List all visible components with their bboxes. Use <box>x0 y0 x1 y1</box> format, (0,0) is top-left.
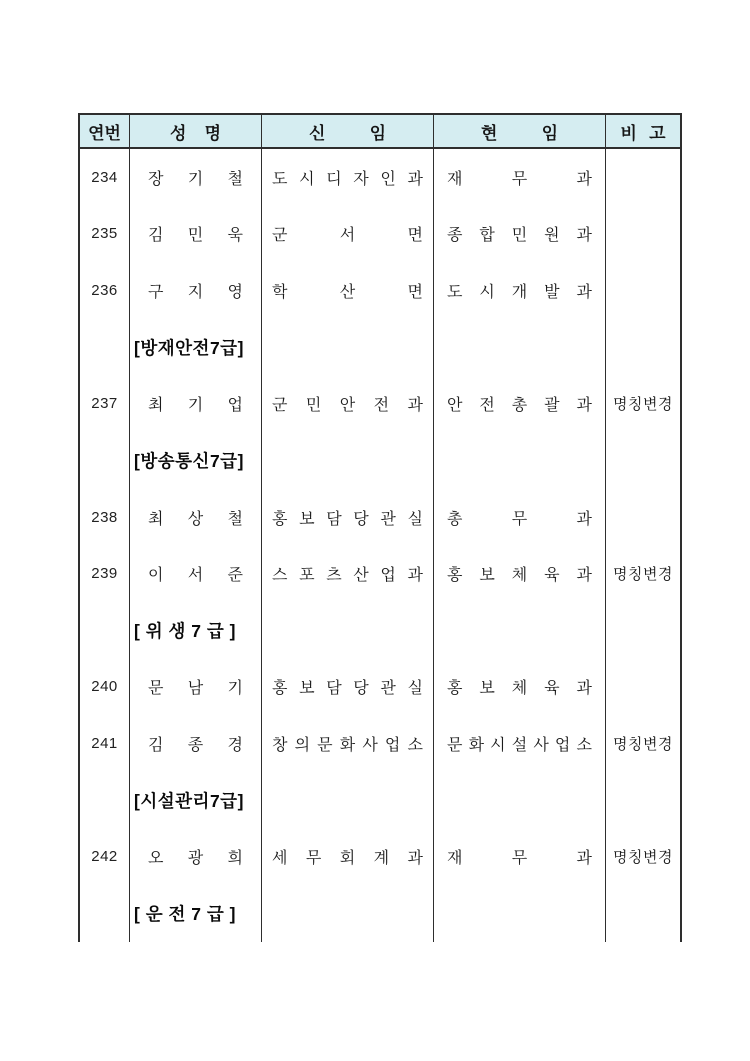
cell-name: 김 민 욱 <box>130 206 262 263</box>
cell-current-department: 홍 보 체 육 과 <box>434 545 606 602</box>
cell-serial-number: 237 <box>80 376 130 433</box>
cell-serial-number: 236 <box>80 262 130 319</box>
cell-note <box>606 206 680 263</box>
section-row <box>80 772 680 829</box>
section-title: [방재안전7급] <box>130 319 262 376</box>
cell-current-department: 안 전 총 괄 과 <box>434 376 606 433</box>
cell-current-department: 재 무 과 <box>434 829 606 886</box>
section-row <box>80 885 680 942</box>
cell-new-department: 창 의 문 화 사 업 소 <box>262 715 434 772</box>
table-row <box>80 489 680 546</box>
table-row <box>80 206 680 263</box>
table-row <box>80 262 680 319</box>
cell-current-department <box>434 319 606 376</box>
header-cell-serial-number: 연번 <box>80 115 130 147</box>
cell-new-department: 홍 보 담 당 관 실 <box>262 489 434 546</box>
cell-note: 명칭변경 <box>613 850 673 867</box>
cell-serial-number: 239 <box>80 545 130 602</box>
cell-serial-number: 234 <box>80 149 130 206</box>
cell-new-department: 도 시 디 자 인 과 <box>262 149 434 206</box>
cell-new-department: 군 민 안 전 과 <box>262 376 434 433</box>
header-cell-current-post: 현 임 <box>434 115 606 147</box>
cell-new-department: 홍 보 담 당 관 실 <box>262 659 434 716</box>
cell-current-department: 홍 보 체 육 과 <box>434 659 606 716</box>
personnel-table <box>78 113 682 942</box>
cell-name: 김 종 경 <box>130 715 262 772</box>
table-row <box>80 715 680 772</box>
cell-note: 명칭변경 <box>613 567 673 584</box>
cell-serial-number: 240 <box>80 659 130 716</box>
cell-current-department <box>434 885 606 942</box>
cell-serial-number <box>80 319 130 376</box>
table-row <box>80 545 680 602</box>
cell-note <box>606 262 680 319</box>
cell-serial-number: 238 <box>80 489 130 546</box>
cell-new-department <box>262 772 434 829</box>
cell-serial-number <box>80 432 130 489</box>
cell-note <box>606 149 680 206</box>
cell-serial-number <box>80 772 130 829</box>
cell-serial-number: 241 <box>80 715 130 772</box>
cell-current-department: 문 화 시 설 사 업 소 <box>434 715 606 772</box>
cell-new-department <box>262 885 434 942</box>
cell-serial-number <box>80 602 130 659</box>
cell-serial-number: 235 <box>80 206 130 263</box>
section-row <box>80 602 680 659</box>
cell-serial-number: 242 <box>80 829 130 886</box>
cell-name: 장 기 철 <box>130 149 262 206</box>
cell-new-department: 세 무 회 계 과 <box>262 829 434 886</box>
cell-name: 이 서 준 <box>130 545 262 602</box>
table-header-row <box>78 113 682 149</box>
cell-name: 오 광 희 <box>130 829 262 886</box>
cell-current-department: 재 무 과 <box>434 149 606 206</box>
section-title: [ 운 전 7 급 ] <box>130 885 262 942</box>
table-row <box>80 149 680 206</box>
cell-new-department: 스 포 츠 산 업 과 <box>262 545 434 602</box>
section-row <box>80 432 680 489</box>
cell-name: 구 지 영 <box>130 262 262 319</box>
table-body <box>78 149 682 942</box>
cell-new-department: 학 산 면 <box>262 262 434 319</box>
cell-note <box>606 489 680 546</box>
cell-note <box>606 772 680 829</box>
cell-current-department: 도 시 개 발 과 <box>434 262 606 319</box>
cell-new-department <box>262 602 434 659</box>
table-row <box>80 659 680 716</box>
cell-name: 최 상 철 <box>130 489 262 546</box>
cell-note: 명칭변경 <box>613 397 673 414</box>
cell-note <box>606 602 680 659</box>
table-row <box>80 376 680 433</box>
table-row <box>80 829 680 886</box>
header-cell-note: 비 고 <box>620 123 666 143</box>
header-cell-new-post: 신 임 <box>262 115 434 147</box>
cell-new-department <box>262 319 434 376</box>
section-title: [방송통신7급] <box>130 432 262 489</box>
cell-current-department <box>434 432 606 489</box>
cell-current-department: 종 합 민 원 과 <box>434 206 606 263</box>
cell-note <box>606 319 680 376</box>
cell-note <box>606 659 680 716</box>
section-title: [시설관리7급] <box>130 772 262 829</box>
section-row <box>80 319 680 376</box>
header-cell-name: 성 명 <box>130 115 262 147</box>
cell-note <box>606 885 680 942</box>
cell-serial-number <box>80 885 130 942</box>
cell-current-department: 총 무 과 <box>434 489 606 546</box>
cell-note <box>606 432 680 489</box>
cell-new-department <box>262 432 434 489</box>
cell-current-department <box>434 602 606 659</box>
cell-name: 문 남 기 <box>130 659 262 716</box>
section-title: [ 위 생 7 급 ] <box>130 602 262 659</box>
cell-new-department: 군 서 면 <box>262 206 434 263</box>
cell-note: 명칭변경 <box>613 737 673 754</box>
cell-current-department <box>434 772 606 829</box>
cell-name: 최 기 업 <box>130 376 262 433</box>
